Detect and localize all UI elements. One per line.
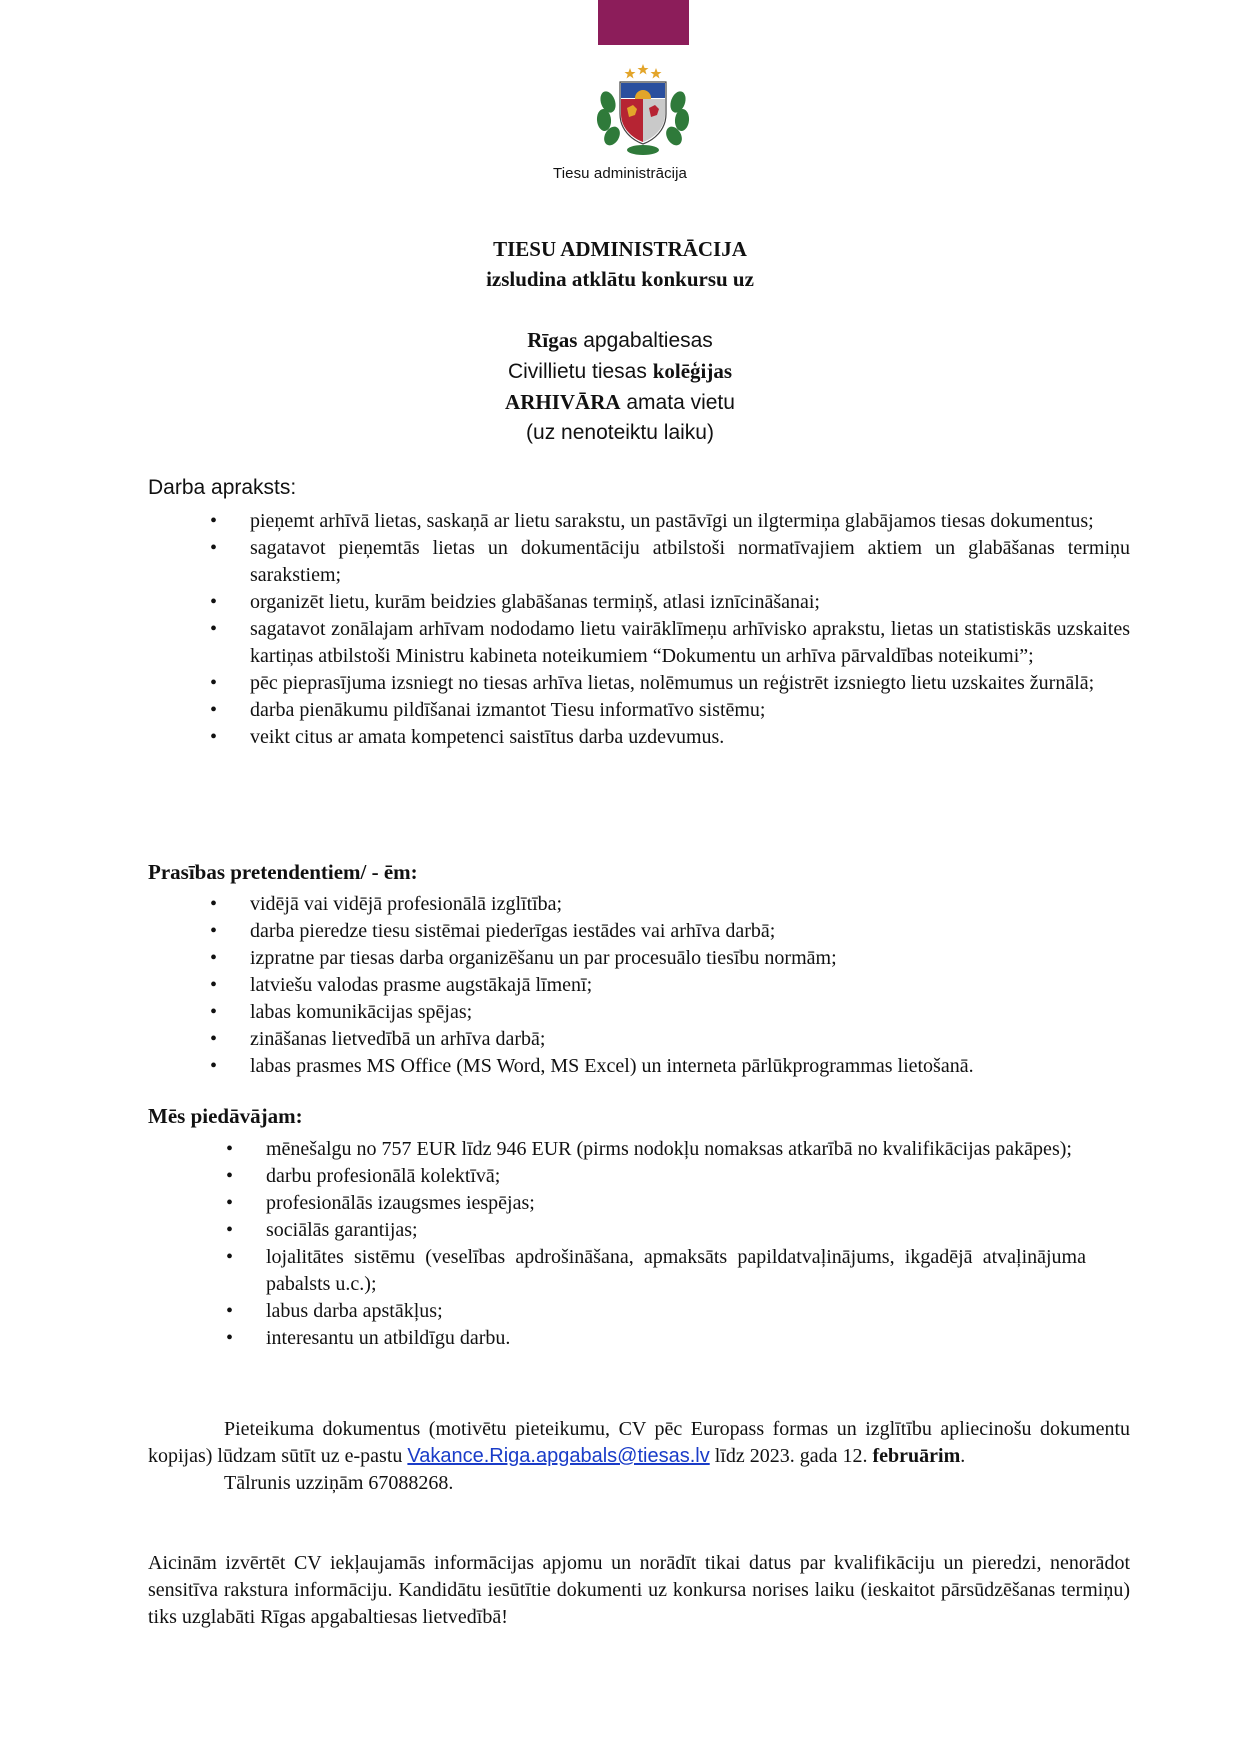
latvian-coat-of-arms-icon bbox=[594, 62, 692, 158]
deadline-end: . bbox=[960, 1445, 966, 1467]
email-link[interactable]: Vakance.Riga.apgabals@tiesas.lv bbox=[407, 1445, 710, 1467]
list-item: • labus darba apstākļus; bbox=[266, 1298, 1086, 1325]
title-line1: TIESU ADMINISTRĀCIJA bbox=[493, 237, 747, 261]
job-description-heading: Darba apraksts: bbox=[148, 476, 297, 499]
list-item: • pieņemt arhīvā lietas, saskaņā ar lietu sarakstu, un pastāvīgi un ilgtermiņa glabājamos tiesas dokumentus; bbox=[250, 508, 1130, 535]
list-item: • izpratne par tiesas darba organizēšanu un par procesuālo tiesību normām; bbox=[250, 945, 1130, 972]
list-item: • sociālās garantijas; bbox=[266, 1217, 1086, 1244]
list-item: • organizēt lietu, kurām beidzies glabāšanas termiņš, atlasi iznīcināšanai; bbox=[250, 589, 1130, 616]
list-item: • latviešu valodas prasme augstākajā līmenī; bbox=[250, 972, 1130, 999]
brand-color-bar bbox=[598, 0, 689, 45]
vacancy-line2: Civillietu tiesas kolēģijas bbox=[507, 359, 733, 383]
list-item: • interesantu un atbildīgu darbu. bbox=[266, 1325, 1086, 1352]
list-item: • mēnešalgu no 757 EUR līdz 946 EUR (pirms nodokļu nomaksas atkarībā no kvalifikācijas pakāpes); bbox=[266, 1136, 1086, 1163]
list-item: • veikt citus ar amata kompetenci saistītus darba uzdevumus. bbox=[250, 724, 1130, 751]
offer-list bbox=[266, 1136, 1086, 1352]
list-item: • sagatavot pieņemtās lietas un dokumentāciju atbilstoši normatīvajiem aktiem un glabāšanas termiņu sarakstiem; bbox=[250, 535, 1130, 589]
organization-name: Tiesu administrācija bbox=[553, 165, 687, 182]
closing-paragraph: Aicinām izvērtēt CV iekļaujamās informācijas apjomu un norādīt tikai datus par kvalifikāciju un pieredzi, nenorādot sensitīva rakstura informāciju. Kandidātu iesūtītie dokumenti uz konkursa norises laiku (ieskaitot pārsūdzēšanas termiņu) tiks uzglabāti Rīgas apgabaltiesas lietvedībā! bbox=[148, 1552, 1130, 1628]
vacancy-line3: ARHIVĀRA amata vietu bbox=[505, 390, 735, 414]
vacancy-line1: Rīgas apgabaltiesas bbox=[527, 328, 713, 352]
application-text: Pieteikuma dokumentus (motivētu pieteikumu, CV pēc Europass formas un izglītību apliecinošu dokumentu kopijas) lūdzam sūtīt uz e-pastu bbox=[148, 1418, 1130, 1467]
application-paragraph bbox=[148, 1416, 1130, 1497]
list-item: • darba pienākumu pildīšanai izmantot Tiesu informatīvo sistēmu; bbox=[250, 697, 1130, 724]
list-item: • zināšanas lietvedībā un arhīva darbā; bbox=[250, 1026, 1130, 1053]
list-item: • pēc pieprasījuma izsniegt no tiesas arhīva lietas, nolēmumus un reģistrēt izsniegto lietu uzskaites žurnālā; bbox=[250, 670, 1130, 697]
title-line2: izsludina atklātu konkursu uz bbox=[486, 267, 754, 291]
offer-heading: Mēs piedāvājam: bbox=[148, 1104, 303, 1128]
list-item: • darbu profesionālā kolektīvā; bbox=[266, 1163, 1086, 1190]
requirements-heading: Prasības pretendentiem/ - ēm: bbox=[148, 860, 418, 884]
vacancy-line4: (uz nenoteiktu laiku) bbox=[526, 421, 714, 444]
list-item: • labas komunikācijas spējas; bbox=[250, 999, 1130, 1026]
title-block bbox=[0, 234, 1240, 294]
list-item: • darba pieredze tiesu sistēmai piederīgas iestādes vai arhīva darbā; bbox=[250, 918, 1130, 945]
deadline-text: līdz 2023. gada 12. bbox=[714, 1445, 868, 1467]
deadline-month: februārim bbox=[872, 1445, 961, 1467]
list-item: • sagatavot zonālajam arhīvam nododamo lietu vairāklīmeņu arhīvisko aprakstu, lietas un statistiskās uzskaites kartiņas atbilstoši Ministru kabineta noteikumiem “Dokumentu un arhīva pārvaldības noteikumi”; bbox=[250, 616, 1130, 670]
vacancy-block bbox=[0, 325, 1240, 448]
list-item: • labas prasmes MS Office (MS Word, MS Excel) un interneta pārlūkprogrammas lietošanā. bbox=[250, 1053, 1130, 1080]
list-item: • lojalitātes sistēmu (veselības apdrošināšana, apmaksāts papildatvaļinājums, ikgadējā atvaļinājuma pabalsts u.c.); bbox=[266, 1244, 1086, 1298]
list-item: • vidējā vai vidējā profesionālā izglītība; bbox=[250, 891, 1130, 918]
list-item: • profesionālās izaugsmes iespējas; bbox=[266, 1190, 1086, 1217]
requirements-list bbox=[250, 891, 1130, 1080]
job-description-list bbox=[250, 508, 1130, 751]
phone-line: Tālrunis uzziņām 67088268. bbox=[224, 1472, 454, 1494]
